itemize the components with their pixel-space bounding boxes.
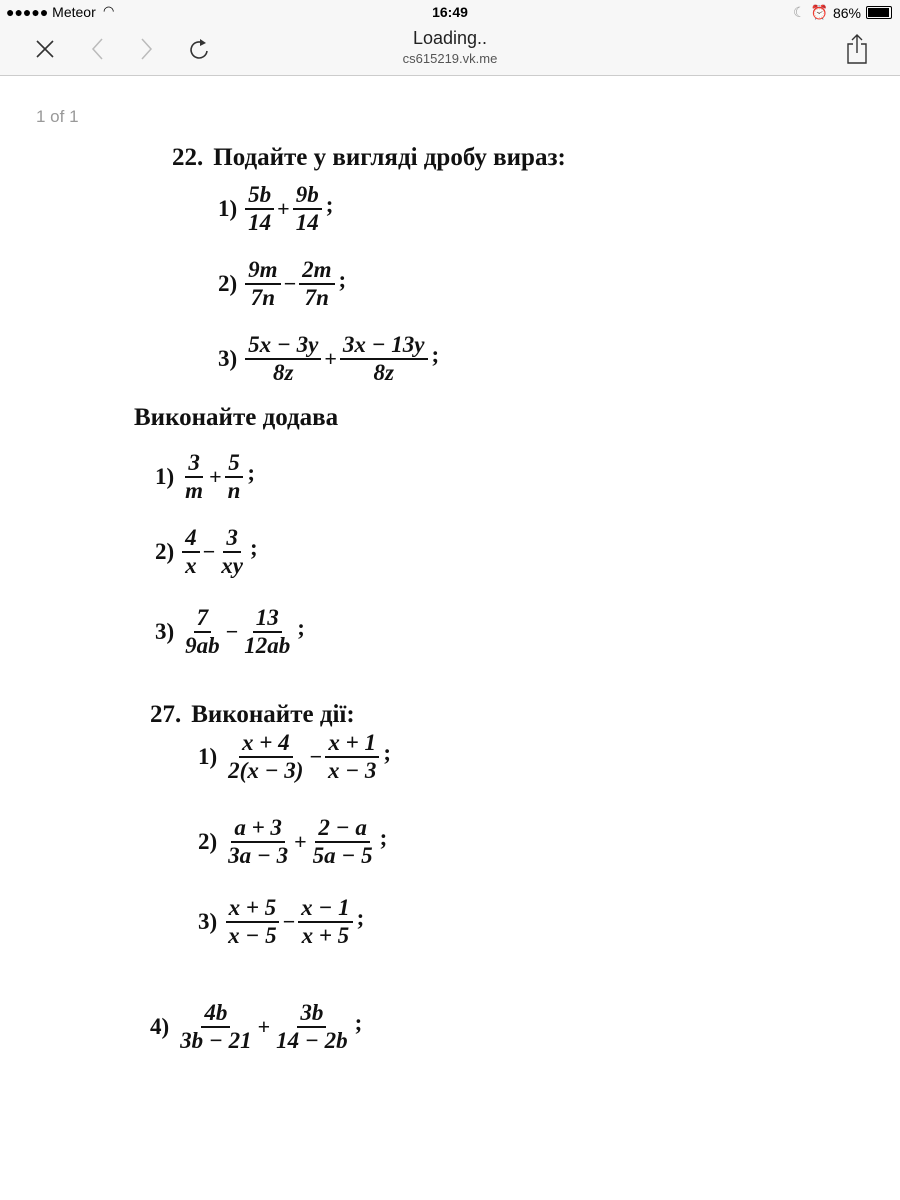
semicolon: ; [247, 460, 256, 485]
denominator: 2(x − 3) [228, 758, 304, 783]
operator: − [283, 271, 297, 296]
semicolon: ; [383, 740, 392, 765]
semicolon: ; [249, 535, 258, 560]
alarm-icon: ⏰ [810, 4, 828, 20]
item-label: 1) [218, 196, 238, 221]
exercise-item [218, 333, 439, 385]
numerator: 3 [185, 451, 203, 478]
numerator: 3b [297, 1001, 326, 1028]
semicolon: ; [379, 825, 388, 850]
numerator: 7 [194, 606, 212, 633]
numerator: x + 5 [226, 896, 280, 923]
operator: + [257, 1014, 271, 1039]
denominator: 7n [250, 285, 276, 310]
denominator: n [227, 478, 241, 503]
fraction [298, 896, 352, 948]
item-label: 2) [198, 829, 218, 854]
section-number: 22. [172, 144, 204, 171]
document-image [0, 76, 900, 1200]
denominator: 5a − 5 [312, 843, 373, 868]
numerator: 4b [201, 1001, 230, 1028]
fraction [241, 606, 293, 658]
page-title: Loading.. [412, 28, 488, 48]
section-title: Виконайте дії: [191, 701, 355, 728]
numerator: 3 [223, 526, 241, 553]
fraction [340, 333, 428, 385]
exercise-item [150, 1001, 362, 1053]
section-title: Подайте у вигляді дробу вираз: [213, 144, 566, 171]
fraction [245, 258, 280, 310]
section-heading [172, 144, 566, 172]
numerator: x − 1 [298, 896, 352, 923]
exercise-item [155, 451, 255, 503]
operator: − [309, 744, 322, 769]
fraction [225, 731, 306, 783]
denominator: x − 3 [327, 758, 377, 783]
denominator: 14 [295, 210, 319, 235]
operator: − [282, 909, 296, 934]
numerator: 4 [182, 526, 200, 553]
numerator: x + 1 [325, 731, 379, 758]
denominator: 8z [373, 360, 394, 385]
denominator: 3a − 3 [228, 843, 289, 868]
battery-percent: 86% [832, 4, 861, 21]
operator: + [277, 196, 290, 221]
exercise-item [155, 606, 305, 658]
fraction [245, 333, 321, 385]
denominator: m [185, 478, 204, 503]
semicolon: ; [297, 615, 305, 640]
section-heading [124, 404, 338, 432]
fraction [245, 183, 274, 235]
fraction [225, 451, 244, 503]
operator: − [225, 619, 239, 644]
semicolon: ; [325, 192, 334, 217]
operator: + [209, 464, 222, 489]
section-heading [150, 701, 355, 729]
numerator: 3x − 13y [340, 333, 428, 360]
share-icon [845, 33, 869, 65]
operator: + [324, 346, 337, 371]
item-label: 2) [155, 539, 175, 564]
page-indicator: 1 of 1 [36, 107, 79, 126]
exercise-item [155, 526, 258, 578]
semicolon: ; [354, 1010, 363, 1035]
item-label: 3) [198, 909, 218, 934]
fraction [310, 816, 376, 868]
denominator: 14 [248, 210, 272, 235]
item-label: 3) [155, 619, 175, 644]
denominator: 9ab [185, 633, 220, 658]
fraction [325, 731, 379, 783]
item-label: 1) [155, 464, 175, 489]
exercise-item [218, 183, 333, 235]
numerator: 2 − a [315, 816, 369, 843]
exercise-item [218, 258, 346, 310]
denominator: xy [221, 553, 243, 578]
numerator: 9b [293, 183, 322, 210]
numerator: 5 [225, 451, 243, 478]
fraction [225, 896, 279, 948]
item-label: 1) [198, 744, 218, 769]
wifi-icon: ◠ [103, 3, 115, 18]
denominator: 7n [304, 285, 329, 310]
fraction [182, 606, 223, 658]
operator: − [202, 539, 216, 564]
carrier-signal: ●●●●● Meteor [6, 4, 96, 20]
numerator: 5b [245, 183, 274, 210]
clock: 16:49 [432, 4, 468, 20]
semicolon: ; [338, 267, 347, 292]
fraction [182, 526, 200, 578]
fraction [273, 1001, 350, 1053]
fraction [299, 258, 334, 310]
status-bar [0, 0, 900, 24]
moon-icon: ☾ [792, 4, 806, 20]
exercise-item [198, 816, 387, 868]
item-label: 2) [218, 271, 238, 296]
numerator: 13 [253, 606, 282, 633]
numerator: 5x − 3y [245, 333, 321, 360]
denominator: 8z [273, 360, 294, 385]
denominator: 12ab [244, 633, 291, 658]
page-url[interactable]: cs615219.vk.me [402, 51, 498, 66]
numerator: 9m [245, 258, 280, 285]
semicolon: ; [431, 342, 440, 367]
section-title: Виконайте додава [134, 404, 339, 431]
denominator: x [185, 553, 197, 578]
fraction [293, 183, 322, 235]
semicolon: ; [356, 905, 365, 930]
share-button[interactable] [842, 32, 872, 66]
fraction [218, 526, 246, 578]
fraction [177, 1001, 254, 1053]
numerator: 2m [299, 258, 334, 285]
exercise-item [198, 731, 391, 783]
denominator: 3b − 21 [180, 1028, 252, 1053]
denominator: 14 − 2b [276, 1028, 348, 1053]
operator: + [294, 829, 307, 854]
item-label: 4) [150, 1014, 170, 1039]
item-label: 3) [218, 346, 238, 371]
browser-toolbar [0, 24, 900, 76]
numerator: x + 4 [239, 731, 293, 758]
fraction [182, 451, 206, 503]
exercise-item [198, 896, 364, 948]
denominator: x − 5 [228, 923, 277, 948]
numerator: a + 3 [231, 816, 285, 843]
section-number: 27. [150, 701, 182, 728]
battery-icon [866, 6, 892, 19]
cropped-heading [100, 402, 520, 432]
fraction [225, 816, 291, 868]
denominator: x + 5 [301, 923, 350, 948]
